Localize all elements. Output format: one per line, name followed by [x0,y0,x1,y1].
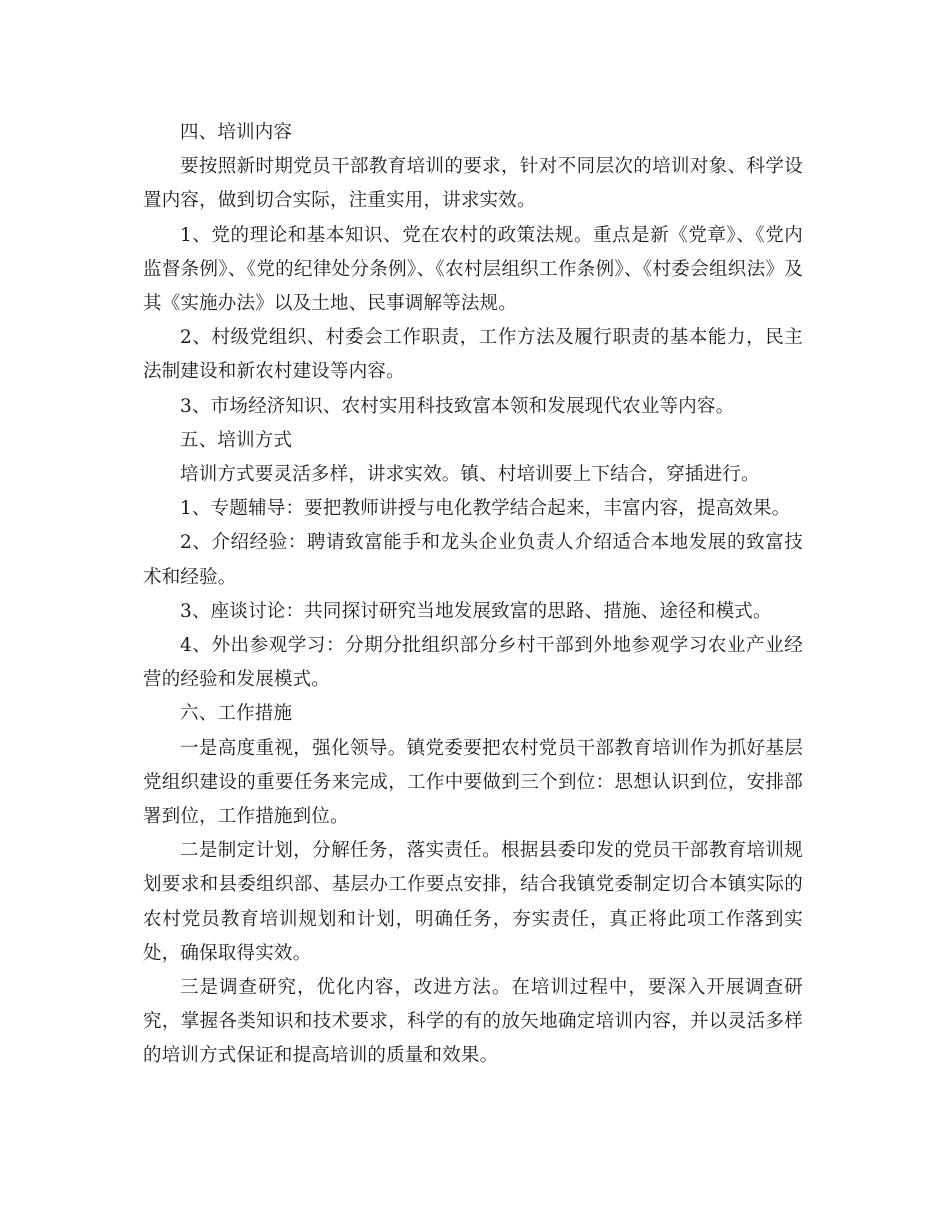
section-heading-content: 四、培训内容 [180,122,293,143]
section-heading-measures: 六、工作措施 [180,703,293,725]
paragraph: 3、市场经济知识、农村实用科技致富本领和发展现代农业等内容。 [180,395,735,417]
paragraph: 一是高度重视，强化领导。镇党委要把农村党员干部教育培训作为抓好基层党组织建设的重要任务来完成，工作中要做到三个到位：思想认识到位，安排部署到位，工作措施到位。 [143,737,803,828]
paragraph: 3、座谈讨论：共同探讨研究当地发展致富的思路、措施、途径和模式。 [180,600,772,622]
paragraph: 培训方式要灵活多样，讲求实效。镇、村培训要上下结合，穿插进行。 [180,464,760,486]
paragraph: 1、专题辅导：要把教师讲授与电化教学结合起来，丰富内容，提高效果。 [180,498,791,520]
paragraph: 2、村级党组织、村委会工作职责，工作方法及履行职责的基本能力，民主法制建设和新农村建设等内容。 [143,327,803,383]
paragraph: 2、介绍经验：聘请致富能手和龙头企业负责人介绍适合本地发展的致富技术和经验。 [143,532,803,588]
paragraph: 二是制定计划，分解任务，落实责任。根据县委印发的党员干部教育培训规划要求和县委组织部、基层办工作要点安排，结合我镇党委制定切合本镇实际的农村党员教育培训规划和计划，明确任务，夯实责任，真正将此项工作落到实处，确保取得实效。 [143,840,803,964]
section-heading-method: 五、培训方式 [180,429,293,451]
paragraph: 要按照新时期党员干部教育培训的要求，针对不同层次的培训对象、科学设置内容，做到切合实际，注重实用，讲求实效。 [143,156,803,212]
paragraph: 4、外出参观学习：分期分批组织部分乡村干部到外地参观学习农业产业经营的经验和发展模式。 [143,635,803,691]
paragraph: 三是调查研究，优化内容，改进方法。在培训过程中，要深入开展调查研究，掌握各类知识和技术要求，科学的有的放矢地确定培训内容，并以灵活多样的培训方式保证和提高培训的质量和效果。 [143,977,803,1067]
document-body [143,116,803,1074]
paragraph: 1、党的理论和基本知识、党在农村的政策法规。重点是新《党章》、《党内监督条例》、《党的纪律处分条例》、《农村层组织工作条例》、《村委会组织法》及其《实施办法》以及土地、民事调解等法规。 [143,224,803,315]
